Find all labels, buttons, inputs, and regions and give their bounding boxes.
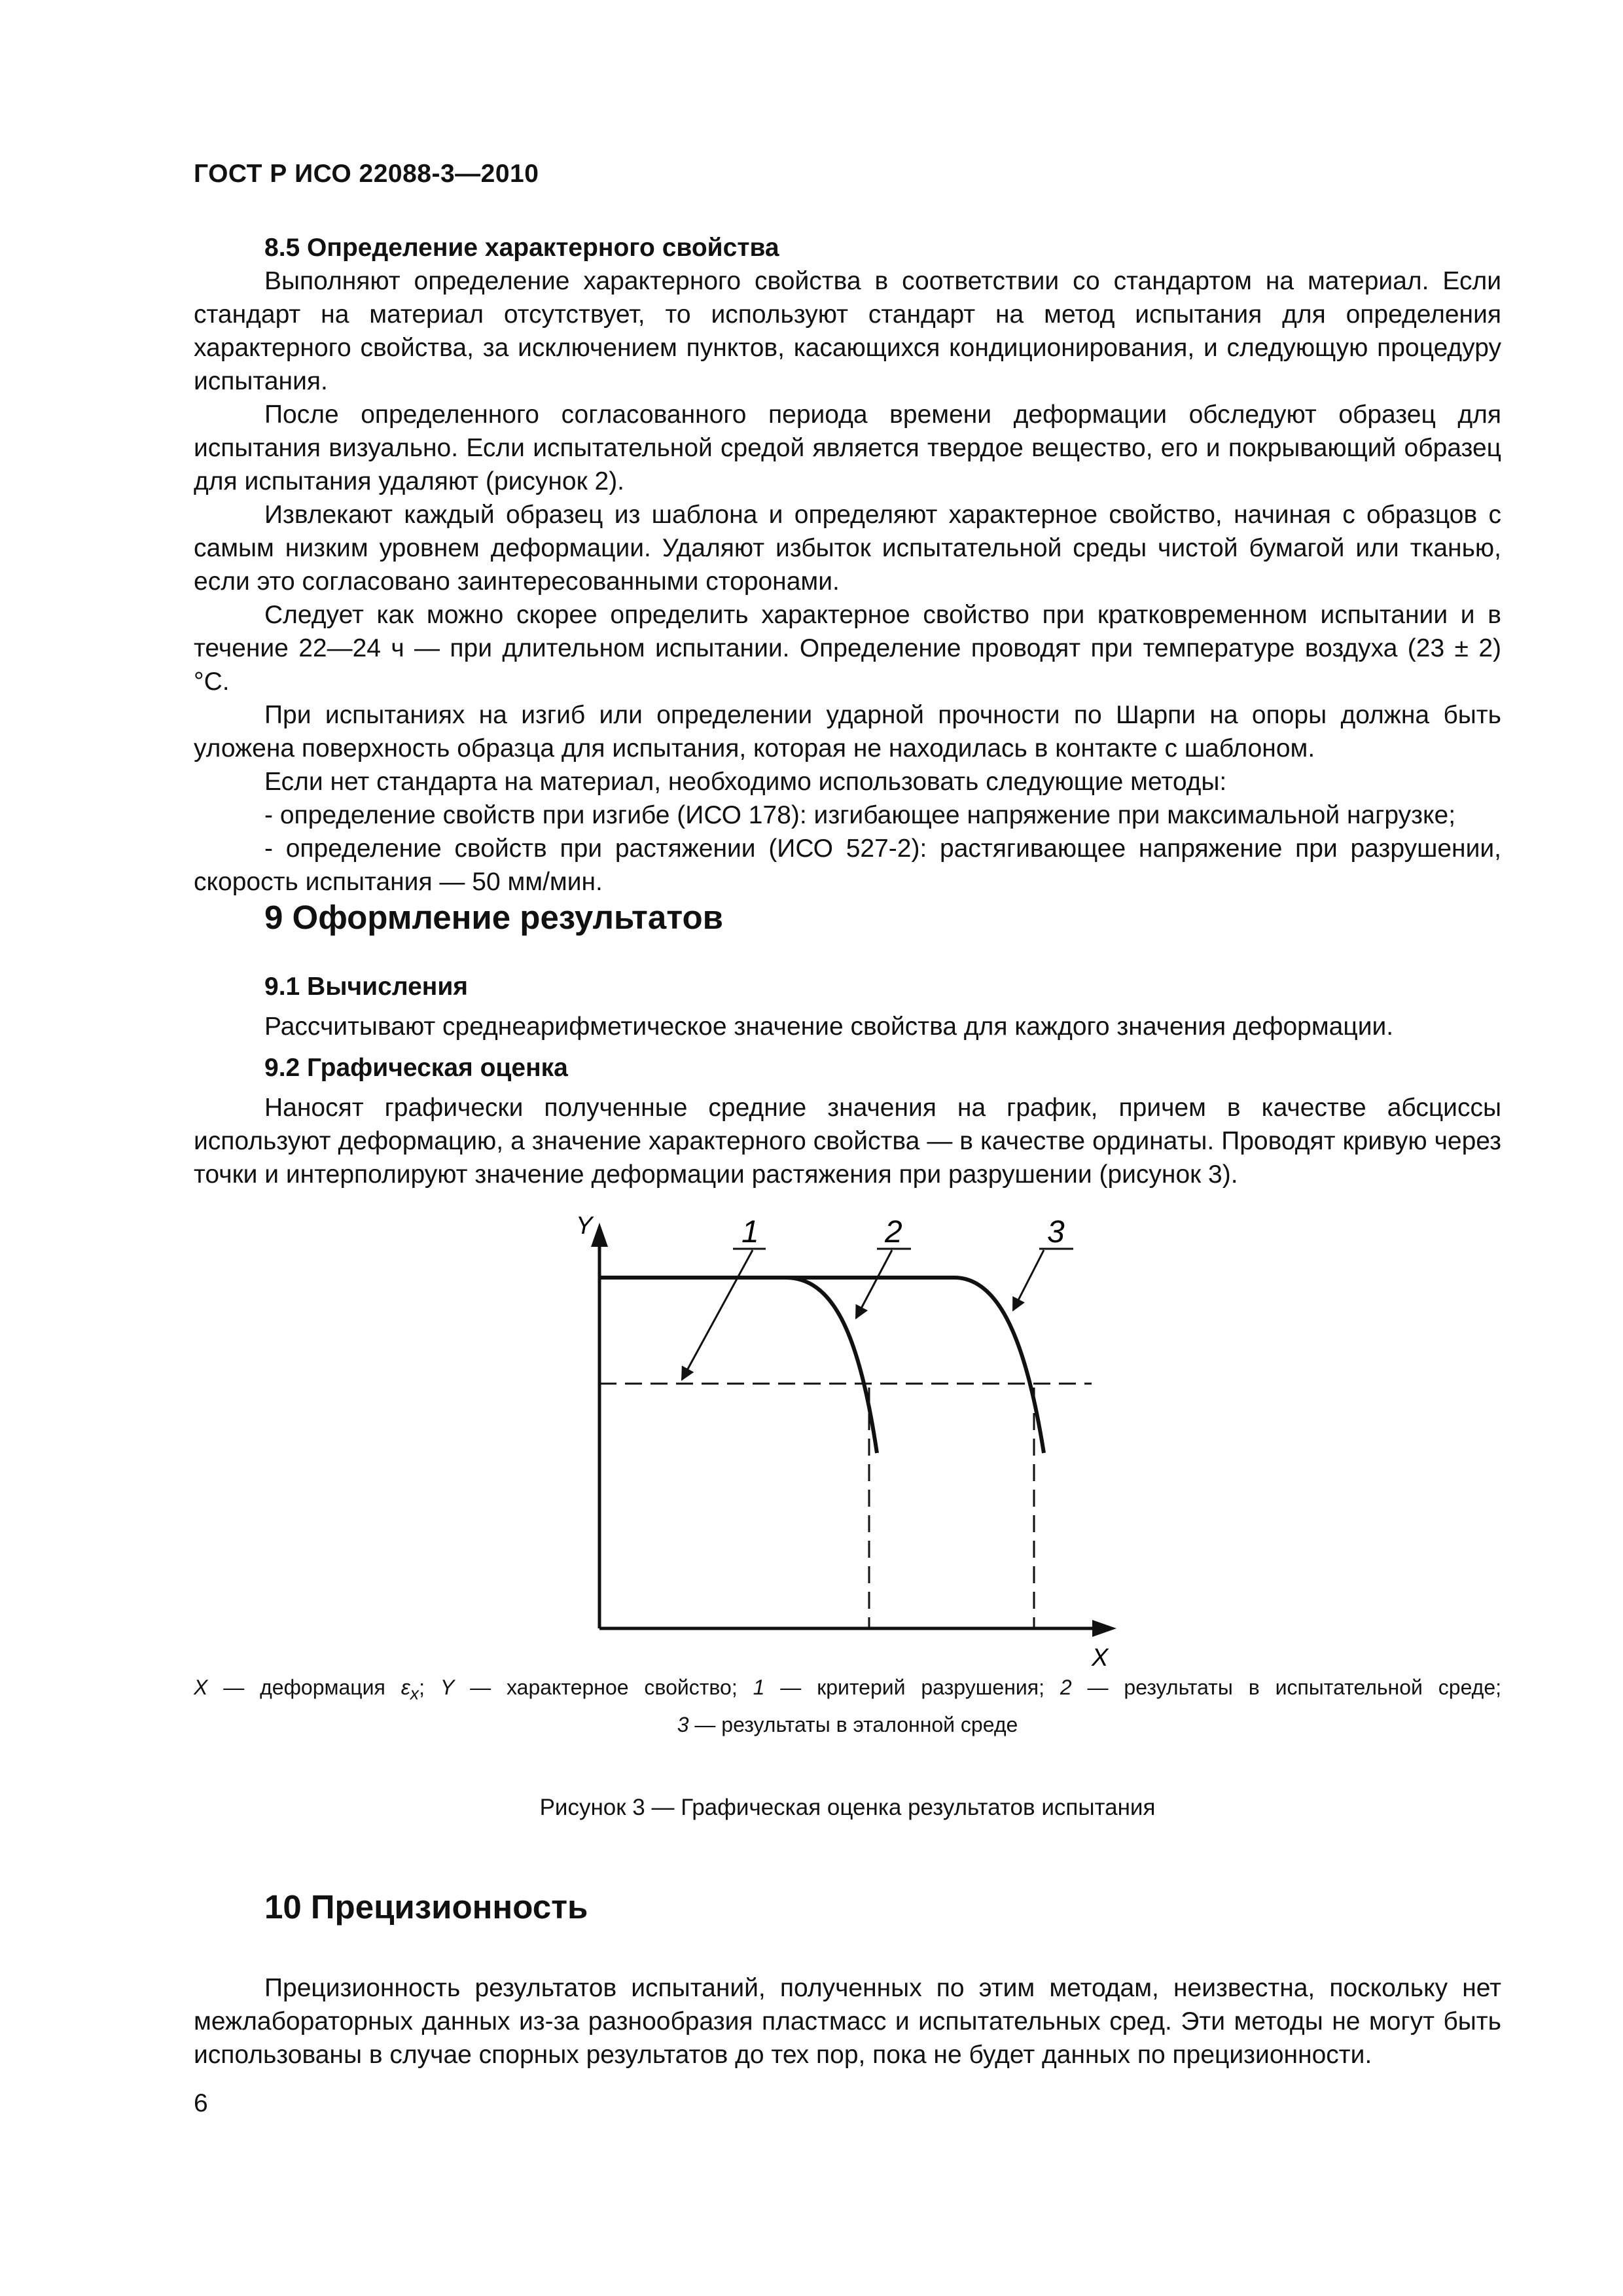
paragraph: Наносят графически полученные средние значения на график, причем в качестве абсциссы используют деформацию, а значение характерного свойства — в качестве ординаты. Проводят кривую через точки и интерполируют значение деформации растяжения при разрушении (рисунок 3). [194,1094,1501,1189]
section-10-heading: 10 Прецизионность [264,1888,588,1926]
callout-2: 2 [885,1215,902,1249]
y-axis-label: Y [576,1212,593,1240]
paragraph: Извлекают каждый образец из шаблона и определяют характерное свойство, начиная с образцов с самым низким уровнем деформации. Удаляют избыток испытательной среды чистой бумагой или тканью, если это согласовано заинтересованными сторонами. [194,501,1501,596]
leader-line-2 [856,1250,892,1318]
list-item: - определение свойств при изгибе (ИСО 178): изгибающее напряжение при максимальной нагрузке; [264,801,1456,829]
paragraph: Рассчитывают среднеарифметическое значение свойства для каждого значения деформации. [264,1013,1394,1041]
paragraph: Если нет стандарта на материал, необходимо использовать следующие методы: [264,768,1227,796]
curve-2 [599,1278,877,1453]
document-code-header: ГОСТ Р ИСО 22088-3—2010 [194,160,539,188]
page-number: 6 [194,2089,208,2117]
section-9-1-heading: 9.1 Вычисления [264,973,469,1001]
paragraph: Следует как можно скорее определить характерное свойство при кратковременном испытании и в течение 22—24 ч — при длительном испытании. Определение проводят при температуре воздуха (23 ± 2) °С. [194,601,1501,696]
y-axis-arrowhead [591,1223,608,1247]
curve-3 [785,1278,1044,1453]
section-10-body [194,1971,1501,2072]
figure-legend-line-2: 3 — результаты в эталонной среде [677,1713,1018,1737]
x-axis-label: X [1092,1644,1109,1672]
paragraph: При испытаниях на изгиб или определении ударной прочности по Шарпи на опоры должна быть уложена поверхность образца для испытания, которая не находилась в контакте с шаблоном. [194,701,1501,762]
leader-line-1 [682,1250,753,1380]
figure-title: Рисунок 3 — Графическая оценка результатов испытания [539,1795,1156,1820]
figure-legend [194,1672,1501,1740]
callout-1: 1 [741,1215,759,1249]
section-9-2-heading: 9.2 Графическая оценка [264,1054,568,1082]
leader-line-3 [1013,1250,1044,1310]
figure-legend-line-1: X — деформация $\varepsilon_x$; Y — характерное свойство; 1 — критерий разрушения; 2 — результаты в испытательной среде; [194,1676,1502,1704]
paragraph: Выполняют определение характерного свойства в соответствии со стандартом на материал. Если стандарт на материал отсутствует, то используют стандарт на метод испытания для определения характерного свойства, за исключением пунктов, касающихся кондиционирования, и следующую процедуру испытания. [194,267,1501,395]
paragraph: После определенного согласованного периода времени деформации обследуют образец для испытания визуально. Если испытательной средой является твердое вещество, его и покрывающий образец для испытания удаляют (рисунок 2). [194,401,1501,495]
section-8-5-heading: 8.5 Определение характерного свойства [264,234,779,262]
callout-3: 3 [1047,1215,1065,1249]
section-9-heading: 9 Оформление результатов [264,899,724,936]
x-axis-arrowhead [1092,1620,1116,1637]
paragraph: Прецизионность результатов испытаний, полученных по этим методам, неизвестна, поскольку нет межлабораторных данных из-за разнообразия пластмасс и испытательных сред. Эти методы не могут быть использованы в случае спорных результатов до тех пор, пока не будет данных по прецизионности. [194,1974,1501,2069]
list-item: - определение свойств при растяжении (ИСО 527-2): растягивающее напряжение при разрушении, скорость испытания — 50 мм/мин. [194,834,1501,896]
